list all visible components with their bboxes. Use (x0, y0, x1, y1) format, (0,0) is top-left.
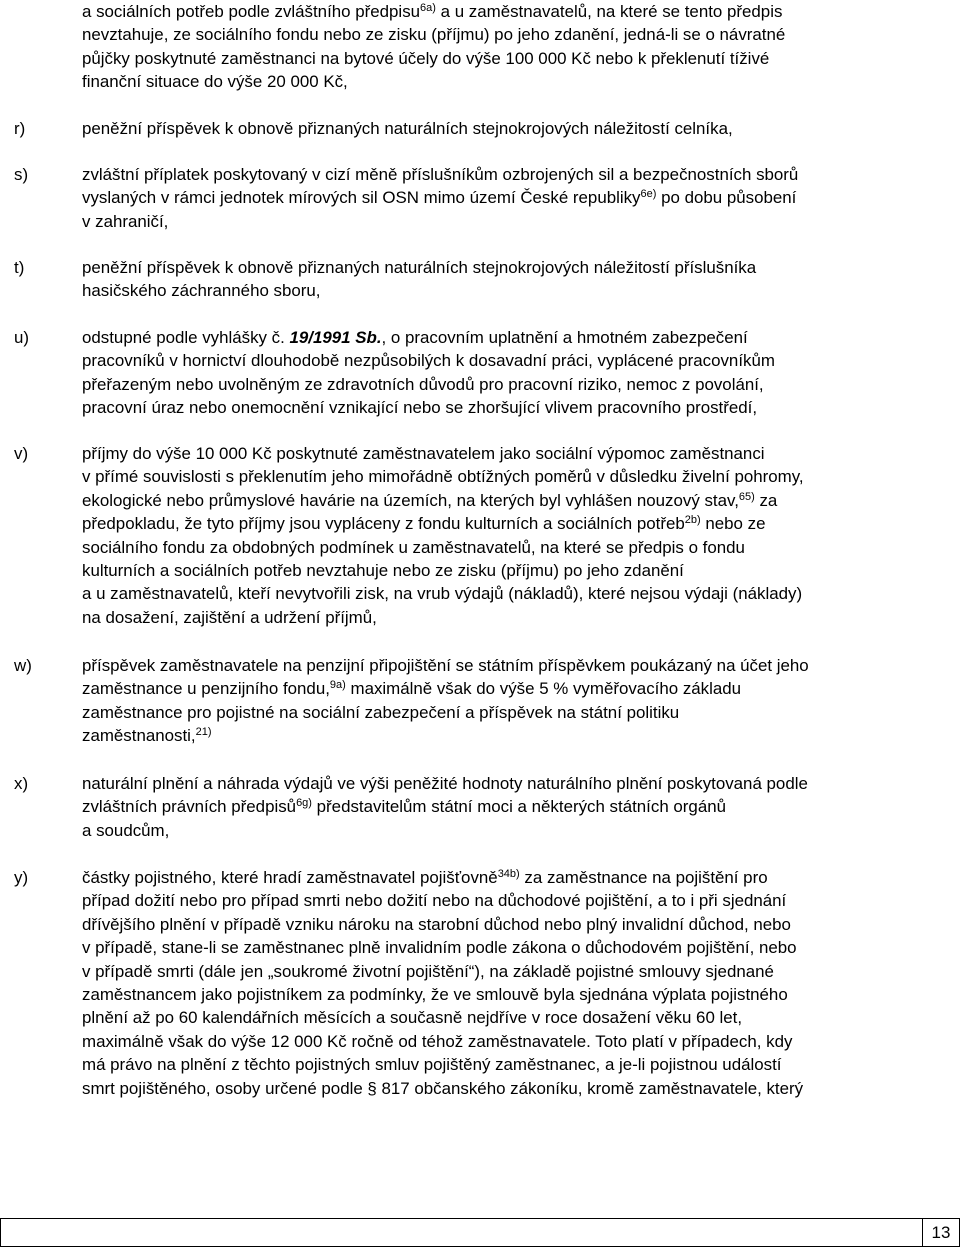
text-line: odstupné podle vyhlášky č. 19/1991 Sb., o pracovním uplatnění a hmotném zabezpečení (82, 328, 748, 347)
item-body (82, 654, 958, 748)
footnote-ref: 21) (195, 726, 212, 739)
item-label: r) (14, 119, 26, 138)
text-line: maximálně však do výše 12 000 Kč ročně od téhož zaměstnavatele. Toto platí v případech, kdy (82, 1031, 793, 1051)
text-line: peněžní příspěvek k obnově přiznaných naturálních stejnokrojových náležitostí příslušníka (82, 258, 757, 277)
text-line: sociálního fondu za obdobných podmínek u zaměstnavatelů, na které se předpis o fondu (82, 537, 745, 557)
item-body (82, 326, 958, 420)
item-body (82, 442, 958, 629)
text-line: pracovníků v hornictví dlouhodobě nezpůsobilých k dosavadní práci, vyplácené pracovníkům (82, 351, 775, 371)
text-line: v případě, stane-li se zaměstnanec plně invalidním podle zákona o důchodovém pojištění, nebo (82, 938, 797, 958)
item-label: y) (14, 868, 29, 887)
text-line: předpokladu, že tyto příjmy jsou vypláceny z fondu kulturních a sociálních potřeb$^{2b)}$ nebo ze (82, 514, 766, 534)
item-label: t) (14, 258, 25, 277)
item-body (82, 256, 958, 303)
text-line: na dosažení, zajištění a udržení příjmů, (82, 607, 377, 627)
item-label: w) (14, 656, 32, 675)
item-body (82, 772, 958, 842)
text-line: v zahraničí, (82, 211, 169, 231)
text-line: zaměstnance pro pojistné na sociální zabezpečení a příspěvek na státní politiku (82, 702, 680, 722)
footnote-ref: 6a) (420, 2, 436, 14)
text-line: zvláštních právních předpisů$^{6g)}$ představitelům státní moci a některých státních orgánů (82, 797, 726, 817)
paragraph-continuation (82, 0, 958, 94)
text-line: nevztahuje, ze sociálního fondu nebo ze zisku (příjmu) po jeho zdanění, jedná-li se o návratné (82, 25, 786, 45)
text-line: pracovní úraz nebo onemocnění vznikající nebo se zhoršující vlivem pracovního prostředí, (82, 398, 758, 418)
text-line: zaměstnanosti,$^{21)}$ (82, 726, 212, 746)
text-line: příspěvek zaměstnavatele na penzijní připojištění se státním příspěvkem poukázaný na účet jeho (82, 656, 809, 675)
text-line: zaměstnance u penzijního fondu,$^{9a)}$ maximálně však do výše 5 % vyměřovacího základu (82, 679, 742, 699)
text-line: v případě smrti (dále jen „soukromé životní pojištění“), na základě pojistné smlouvy sjednané (82, 961, 774, 981)
footnote-ref: 65) (738, 490, 755, 503)
page-number: 13 (922, 1218, 960, 1247)
regulation-reference: 19/1991 Sb. (289, 328, 382, 347)
text-line: finanční situace do výše 20 000 Kč, (82, 72, 348, 92)
footnote-ref: 6e) (640, 188, 657, 201)
text-line: plnění až po 60 kalendářních měsících a současně nejdříve v roce dosažení věku 60 let, (82, 1008, 743, 1028)
text-line: peněžní příspěvek k obnově přiznaných naturálních stejnokrojových náležitostí celníka, (82, 119, 733, 138)
text-line: a u zaměstnavatelů, kteří nevytvořili zisk, na vrub výdajů (nákladů), které nejsou výdaji (náklady) (82, 584, 803, 604)
item-body (82, 117, 958, 140)
text-line: vyslaných v rámci jednotek mírových sil OSN mimo území České republiky$^{6e)}$ po dobu působení (82, 188, 797, 208)
text-line: hasičského záchranného sboru, (82, 281, 321, 301)
text-line: zvláštní příplatek poskytovaný v cizí měně příslušníkům ozbrojených sil a bezpečnostních sborů (82, 165, 799, 184)
text-line: kulturních a sociálních potřeb nevztahuje nebo ze zisku (příjmu) po jeho zdanění (82, 561, 684, 581)
text-line: má právo na plnění z těchto pojistných smluv pojištěný zaměstnanec, a je-li pojistnou událostí (82, 1055, 782, 1075)
footnote-ref: 6g) (296, 797, 312, 810)
text-line: částky pojistného, které hradí zaměstnavatel pojišťovně$^{34b)}$ za zaměstnance na pojištění pro (82, 868, 768, 887)
text-line: a sociálních potřeb podle zvláštního předpisu$^{6a)}$ a u zaměstnavatelů, na které se tento předpis (82, 2, 783, 21)
item-label: u) (14, 328, 30, 347)
item-body (82, 163, 958, 233)
footnote-ref: 34b) (497, 868, 520, 880)
footnote-ref: 9a) (329, 679, 346, 692)
item-body (82, 866, 958, 1100)
footnote-ref: 2b) (684, 514, 701, 527)
footer-frame (0, 1218, 922, 1247)
text-line: dřívějšího plnění v případě vzniku nároku na starobní důchod nebo plný invalidní důchod, nebo (82, 914, 791, 934)
text-line: naturální plnění a náhrada výdajů ve výši peněžité hodnoty naturálního plnění poskytovaná podle (82, 774, 808, 793)
text-line: příjmy do výše 10 000 Kč poskytnuté zaměstnavatelem jako sociální výpomoc zaměstnanci (82, 444, 765, 463)
text-line: půjčky poskytnuté zaměstnanci na bytové účely do výše 100 000 Kč nebo k překlenutí tíživé (82, 48, 770, 68)
text-line: případ dožití nebo pro případ smrti nebo dožití nebo na důchodové pojištění, a to i při sjednání (82, 891, 787, 911)
text-line: smrt pojištěného, osoby určené podle § 817 občanského zákoníku, kromě zaměstnavatele, který (82, 1078, 804, 1098)
item-label: s) (14, 165, 29, 184)
text-line: v přímé souvislosti s překlenutím jeho mimořádně obtížných poměrů v důsledku živelní pohromy, (82, 467, 804, 487)
text-line: přeřazeným nebo uvolněným ze zdravotních důvodů pro pracovní riziko, nemoc z povolání, (82, 374, 764, 394)
item-label: x) (14, 774, 29, 793)
text-line: ekologické nebo průmyslové havárie na územích, na kterých byl vyhlášen nouzový stav,$^{65)}$ za (82, 490, 778, 510)
text-line: zaměstnancem jako pojistníkem za podmínky, že ve smlouvě byla sjednána výplata pojistného (82, 985, 788, 1005)
text-line: a soudcům, (82, 820, 170, 840)
item-label: v) (14, 444, 29, 463)
